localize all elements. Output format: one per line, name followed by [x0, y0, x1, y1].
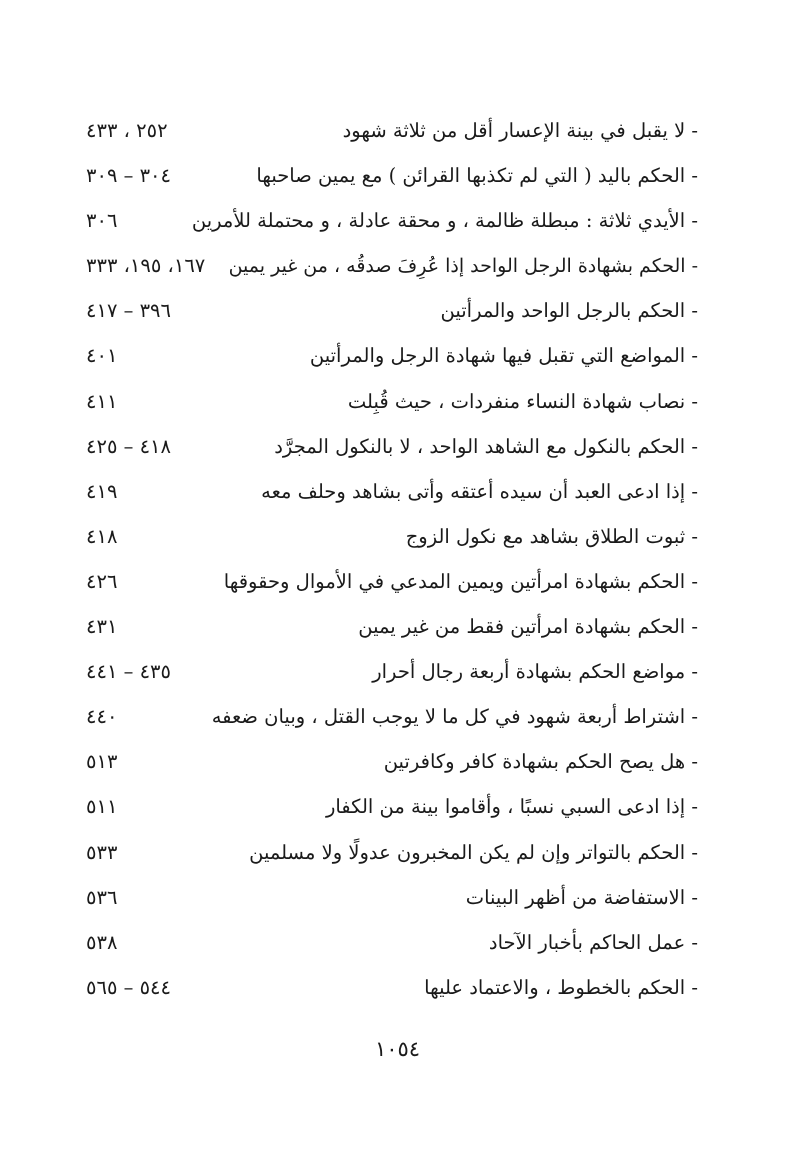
index-entry [80, 518, 698, 563]
entry-text: - الاستفاضة من أظهر البينات [465, 885, 698, 909]
entry-pages: ٤١١ [86, 389, 118, 413]
page-number: ١٠٥٤ [374, 1037, 421, 1061]
index-entry [80, 428, 698, 473]
entry-text: - الأيدي ثلاثة : مبطلة ظالمة ، و محقة عادلة ، و محتملة للأمرين [191, 209, 698, 233]
entry-text: - الحكم بالرجل الواحد والمرأتين [440, 299, 698, 323]
entry-pages: ٤١٨ [86, 524, 118, 548]
entry-text: - المواضع التي تقبل فيها شهادة الرجل والمرأتين [309, 344, 698, 368]
entry-text: - ثبوت الطلاق بشاهد مع نكول الزوج [405, 524, 698, 548]
entry-pages: ٤٣٥ – ٤٤١ [86, 660, 171, 684]
entry-pages: ٤٤٠ [86, 705, 118, 729]
entry-pages: ٣٠٤ – ٣٠٩ [86, 164, 171, 188]
entry-pages: ٤٢٦ [86, 569, 118, 593]
entry-pages: ٢٥٢ ، ٤٣٣ [86, 119, 168, 142]
entry-pages: ٣٩٦ – ٤١٧ [86, 299, 171, 323]
index-entry [80, 743, 698, 788]
entry-text: - إذا ادعى العبد أن سيده أعتقه وأتى بشاهد وحلف معه [261, 479, 698, 503]
entry-pages: ١٦٧، ١٩٥، ٣٣٣ [86, 254, 206, 278]
index-entry [80, 653, 698, 698]
index-entry [80, 879, 698, 924]
entry-pages: ٥٣٣ [86, 840, 118, 864]
entry-pages: ٥١١ [86, 795, 118, 819]
entry-text: - الحكم بالخطوط ، والاعتماد عليها [424, 975, 698, 999]
entry-pages: ٥٤٤ – ٥٦٥ [86, 975, 171, 999]
entry-text: - إذا ادعى السبي نسبًا ، وأقاموا بينة من الكفار [325, 795, 698, 819]
index-entry [80, 473, 698, 518]
entry-text: - لا يقبل في بينة الإعسار أقل من ثلاثة شهود [342, 119, 698, 142]
index-entry [80, 292, 698, 337]
index-entry [80, 202, 698, 247]
index-entry [80, 383, 698, 428]
index-entry [80, 788, 698, 833]
entry-text: - الحكم بالتواتر وإن لم يكن المخبرون عدولًا ولا مسلمين [249, 840, 698, 864]
entry-text: - نصاب شهادة النساء منفردات ، حيث قُبِلت [347, 389, 698, 413]
entry-text: - مواضع الحكم بشهادة أربعة رجال أحرار [372, 660, 698, 684]
entry-pages: ٤٣١ [86, 615, 118, 639]
index-entry [80, 698, 698, 743]
entry-pages: ٥١٣ [86, 750, 118, 774]
entry-text: - الحكم بالنكول مع الشاهد الواحد ، لا بالنكول المجرَّد [274, 434, 698, 458]
index-entry [80, 247, 698, 292]
index-entry [80, 608, 698, 653]
entry-pages: ٤٠١ [86, 344, 118, 368]
index-entry [80, 112, 698, 157]
entry-pages: ٥٣٦ [86, 885, 118, 909]
entry-text: - هل يصح الحكم بشهادة كافر وكافرتين [383, 750, 698, 774]
entry-pages: ٣٠٦ [86, 209, 118, 233]
entry-pages: ٥٣٨ [86, 930, 118, 954]
entry-text: - الحكم بشهادة الرجل الواحد إذا عُرِفَ صدقُه ، من غير يمين [228, 255, 698, 278]
entry-text: - الحكم باليد ( التي لم تكذبها القرائن ) مع يمين صاحبها [256, 164, 698, 188]
entry-pages: ٤١٨ – ٤٢٥ [86, 434, 171, 458]
entry-pages: ٤١٩ [86, 479, 118, 503]
index-entry [80, 337, 698, 382]
index-entry [80, 157, 698, 202]
index-entry [80, 969, 698, 1014]
index-list [80, 112, 698, 1014]
entry-text: - عمل الحاكم بأخبار الآحاد [488, 930, 698, 954]
entry-text: - اشتراط أربعة شهود في كل ما لا يوجب القتل ، وبيان ضعفه [211, 705, 698, 729]
index-entry [80, 834, 698, 879]
index-entry [80, 563, 698, 608]
entry-text: - الحكم بشهادة امرأتين ويمين المدعي في الأموال وحقوقها [223, 569, 698, 593]
entry-text: - الحكم بشهادة امرأتين فقط من غير يمين [358, 615, 698, 639]
index-entry [80, 924, 698, 969]
